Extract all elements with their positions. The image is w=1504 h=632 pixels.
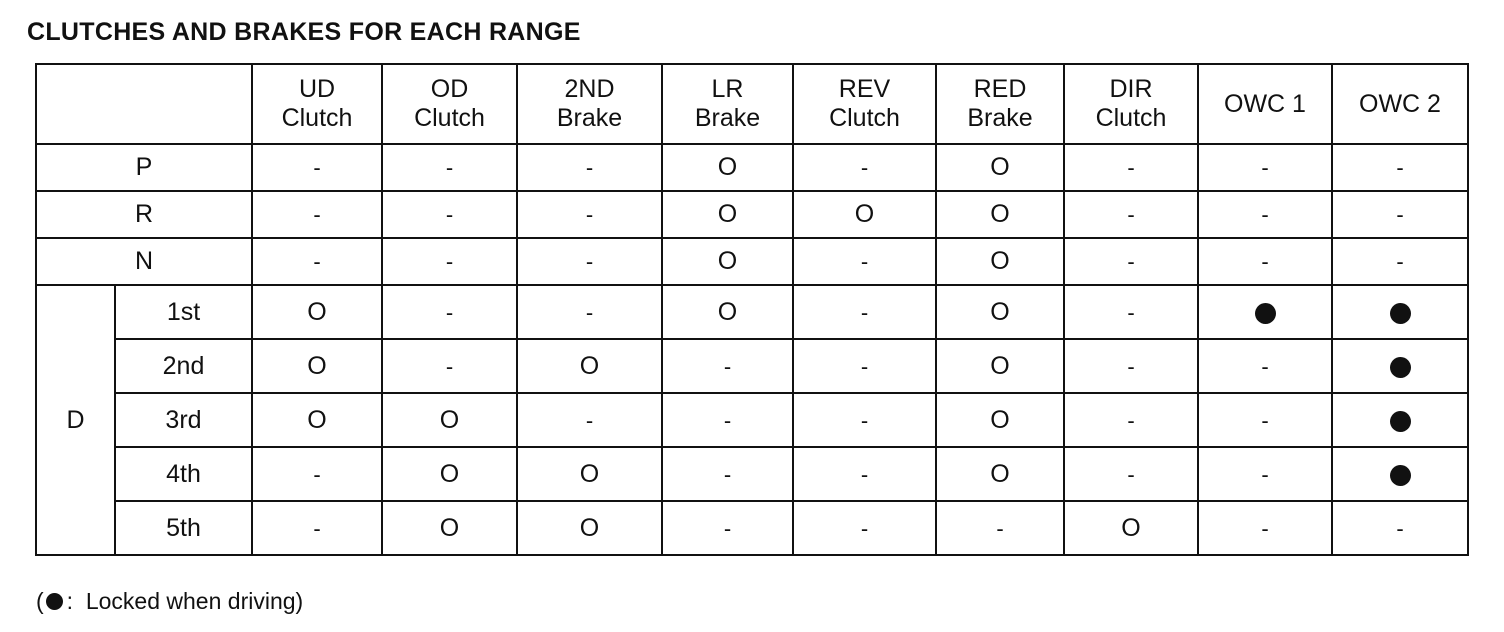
table-cell bbox=[1198, 144, 1332, 191]
not-applied-mark: - bbox=[860, 299, 869, 325]
not-applied-mark: - bbox=[996, 515, 1004, 541]
not-applied-mark: - bbox=[585, 299, 594, 325]
table-cell bbox=[1198, 191, 1332, 238]
not-applied-mark: - bbox=[445, 353, 454, 379]
not-applied-mark: - bbox=[1261, 353, 1269, 379]
not-applied-mark: - bbox=[313, 515, 321, 541]
table-cell bbox=[662, 501, 793, 555]
table-cell bbox=[936, 191, 1064, 238]
table-cell bbox=[662, 393, 793, 447]
table-cell bbox=[662, 285, 793, 339]
table-cell bbox=[936, 238, 1064, 285]
not-applied-mark: - bbox=[585, 407, 594, 433]
table-cell bbox=[793, 191, 936, 238]
table-row bbox=[36, 447, 1468, 501]
locked-dot-icon bbox=[1390, 411, 1411, 432]
legend-text: Locked when driving) bbox=[85, 588, 304, 614]
not-applied-mark: - bbox=[860, 515, 869, 541]
table-cell bbox=[517, 285, 662, 339]
applied-mark: O bbox=[990, 351, 1010, 380]
table-cell bbox=[382, 144, 517, 191]
page-title: CLUTCHES AND BRAKES FOR EACH RANGE bbox=[27, 18, 581, 46]
table-cell bbox=[1332, 238, 1468, 285]
column-header bbox=[1332, 64, 1468, 144]
column-header bbox=[936, 64, 1064, 144]
applied-mark: O bbox=[717, 297, 738, 326]
applied-mark: O bbox=[990, 459, 1010, 488]
applied-mark: O bbox=[579, 459, 600, 488]
table-cell bbox=[793, 501, 936, 555]
column-header-line1: UD bbox=[298, 75, 336, 104]
column-header bbox=[1198, 64, 1332, 144]
gear-label: 1st bbox=[115, 285, 252, 339]
not-applied-mark: - bbox=[1127, 155, 1135, 181]
not-applied-mark: - bbox=[313, 249, 321, 275]
column-header-line2: Brake bbox=[694, 104, 761, 132]
not-applied-mark: - bbox=[1127, 249, 1135, 275]
column-header-line2: Clutch bbox=[414, 104, 485, 132]
table-cell bbox=[382, 339, 517, 393]
not-applied-mark: - bbox=[1261, 249, 1269, 275]
legend-open-paren: ( bbox=[36, 588, 44, 614]
header-row bbox=[36, 64, 1468, 144]
table-cell bbox=[1064, 339, 1198, 393]
applied-mark: O bbox=[307, 405, 327, 434]
applied-mark: O bbox=[439, 459, 460, 488]
table-cell bbox=[252, 501, 382, 555]
table-cell bbox=[1064, 191, 1198, 238]
table-cell bbox=[793, 447, 936, 501]
column-header-line1: LR bbox=[711, 75, 744, 104]
not-applied-mark: - bbox=[445, 202, 454, 228]
table-cell bbox=[1332, 191, 1468, 238]
range-label: R bbox=[36, 191, 252, 238]
table-cell bbox=[1064, 238, 1198, 285]
table-cell bbox=[1198, 285, 1332, 339]
table-cell bbox=[936, 447, 1064, 501]
applied-mark: O bbox=[990, 405, 1010, 434]
applied-mark: O bbox=[854, 200, 875, 229]
locked-dot-icon bbox=[46, 593, 63, 610]
table-cell bbox=[517, 447, 662, 501]
not-applied-mark: - bbox=[1261, 407, 1269, 433]
table-cell bbox=[382, 191, 517, 238]
table-row bbox=[36, 238, 1468, 285]
not-applied-mark: - bbox=[1396, 515, 1404, 541]
table-row bbox=[36, 285, 1468, 339]
gear-label: 5th bbox=[115, 501, 252, 555]
column-header-line2: Clutch bbox=[1095, 104, 1167, 132]
gear-label: 2nd bbox=[115, 339, 252, 393]
table-cell bbox=[1198, 447, 1332, 501]
table-cell bbox=[936, 393, 1064, 447]
table-cell bbox=[1064, 393, 1198, 447]
table-cell bbox=[662, 191, 793, 238]
table-cell bbox=[382, 285, 517, 339]
table-cell bbox=[793, 238, 936, 285]
table-cell bbox=[517, 144, 662, 191]
column-header-line2: Clutch bbox=[829, 104, 900, 132]
not-applied-mark: - bbox=[1396, 202, 1404, 228]
table-row bbox=[36, 339, 1468, 393]
not-applied-mark: - bbox=[445, 155, 454, 181]
table-cell bbox=[793, 393, 936, 447]
gear-label: 3rd bbox=[115, 393, 252, 447]
not-applied-mark: - bbox=[313, 155, 321, 181]
table-cell bbox=[662, 339, 793, 393]
table-cell bbox=[1198, 501, 1332, 555]
applied-mark: O bbox=[717, 247, 738, 276]
applied-mark: O bbox=[990, 247, 1010, 276]
not-applied-mark: - bbox=[723, 353, 732, 379]
locked-dot-icon bbox=[1390, 465, 1411, 486]
table-row bbox=[36, 191, 1468, 238]
table-cell bbox=[382, 447, 517, 501]
not-applied-mark: - bbox=[1261, 461, 1269, 487]
range-label: D bbox=[36, 285, 115, 555]
not-applied-mark: - bbox=[860, 353, 869, 379]
applied-mark: O bbox=[579, 513, 600, 542]
table-cell bbox=[1198, 339, 1332, 393]
table-cell bbox=[252, 238, 382, 285]
table-cell bbox=[936, 339, 1064, 393]
table-cell bbox=[517, 238, 662, 285]
not-applied-mark: - bbox=[1261, 515, 1269, 541]
not-applied-mark: - bbox=[313, 461, 321, 487]
table-cell bbox=[252, 339, 382, 393]
table-cell bbox=[1332, 339, 1468, 393]
table-cell bbox=[793, 339, 936, 393]
table-cell bbox=[1064, 144, 1198, 191]
range-label: N bbox=[36, 238, 252, 285]
not-applied-mark: - bbox=[860, 249, 869, 275]
table-row bbox=[36, 144, 1468, 191]
column-header-line1: OD bbox=[430, 75, 469, 104]
legend bbox=[36, 590, 303, 613]
not-applied-mark: - bbox=[445, 299, 454, 325]
table-cell bbox=[252, 447, 382, 501]
table-cell bbox=[662, 447, 793, 501]
table-row bbox=[36, 501, 1468, 555]
not-applied-mark: - bbox=[723, 461, 732, 487]
clutch-brake-table bbox=[35, 63, 1469, 556]
table-cell bbox=[382, 501, 517, 555]
applied-mark: O bbox=[579, 351, 600, 380]
table-cell bbox=[1064, 285, 1198, 339]
column-header-line2: Brake bbox=[556, 104, 623, 132]
not-applied-mark: - bbox=[860, 461, 869, 487]
column-header bbox=[1064, 64, 1198, 144]
not-applied-mark: - bbox=[723, 515, 732, 541]
column-header-line1: REV bbox=[838, 75, 891, 104]
applied-mark: O bbox=[717, 153, 738, 182]
applied-mark: O bbox=[990, 200, 1010, 229]
table-cell bbox=[662, 144, 793, 191]
table-cell bbox=[382, 238, 517, 285]
table-cell bbox=[1332, 501, 1468, 555]
table-cell bbox=[382, 393, 517, 447]
not-applied-mark: - bbox=[1127, 202, 1135, 228]
column-header-line1: RED bbox=[973, 75, 1027, 104]
column-header-line2: Clutch bbox=[281, 104, 353, 132]
table-cell bbox=[252, 285, 382, 339]
legend-separator: : bbox=[66, 588, 74, 614]
applied-mark: O bbox=[439, 405, 460, 434]
table-cell bbox=[252, 393, 382, 447]
not-applied-mark: - bbox=[1261, 155, 1269, 181]
corner-cell bbox=[36, 64, 252, 144]
column-header bbox=[382, 64, 517, 144]
column-header-line2: Brake bbox=[967, 104, 1033, 132]
table-cell bbox=[936, 144, 1064, 191]
applied-mark: O bbox=[439, 513, 460, 542]
table-cell bbox=[252, 144, 382, 191]
table-cell bbox=[662, 238, 793, 285]
column-header bbox=[252, 64, 382, 144]
not-applied-mark: - bbox=[860, 407, 869, 433]
locked-dot-icon bbox=[1390, 357, 1411, 378]
not-applied-mark: - bbox=[1261, 202, 1269, 228]
table-cell bbox=[517, 501, 662, 555]
not-applied-mark: - bbox=[445, 249, 454, 275]
table-cell bbox=[936, 285, 1064, 339]
not-applied-mark: - bbox=[585, 249, 594, 275]
table-cell bbox=[1332, 144, 1468, 191]
table-cell bbox=[1332, 447, 1468, 501]
table-cell bbox=[793, 285, 936, 339]
applied-mark: O bbox=[717, 200, 738, 229]
not-applied-mark: - bbox=[1127, 299, 1135, 325]
applied-mark: O bbox=[990, 153, 1010, 182]
column-header-line1: OWC 1 bbox=[1224, 89, 1306, 118]
not-applied-mark: - bbox=[1127, 353, 1135, 379]
table-cell bbox=[1064, 447, 1198, 501]
column-header-line1: DIR bbox=[1109, 75, 1153, 104]
column-header bbox=[793, 64, 936, 144]
table-row bbox=[36, 393, 1468, 447]
table-cell bbox=[793, 144, 936, 191]
range-label: P bbox=[36, 144, 252, 191]
column-header-line1: OWC 2 bbox=[1359, 89, 1441, 118]
not-applied-mark: - bbox=[1396, 249, 1404, 275]
not-applied-mark: - bbox=[1127, 407, 1135, 433]
not-applied-mark: - bbox=[313, 202, 321, 228]
table-cell bbox=[1064, 501, 1198, 555]
not-applied-mark: - bbox=[585, 202, 594, 228]
table-cell bbox=[1198, 238, 1332, 285]
locked-dot-icon bbox=[1390, 303, 1411, 324]
not-applied-mark: - bbox=[860, 155, 869, 181]
applied-mark: O bbox=[990, 297, 1010, 326]
table-cell bbox=[1332, 285, 1468, 339]
applied-mark: O bbox=[1121, 513, 1141, 542]
applied-mark: O bbox=[307, 351, 327, 380]
applied-mark: O bbox=[307, 297, 327, 326]
not-applied-mark: - bbox=[1396, 155, 1404, 181]
column-header bbox=[517, 64, 662, 144]
not-applied-mark: - bbox=[585, 155, 594, 181]
gear-label: 4th bbox=[115, 447, 252, 501]
column-header bbox=[662, 64, 793, 144]
table-cell bbox=[1198, 393, 1332, 447]
not-applied-mark: - bbox=[723, 407, 732, 433]
column-header-line1: 2ND bbox=[564, 75, 615, 104]
table-cell bbox=[517, 393, 662, 447]
table-cell bbox=[517, 339, 662, 393]
locked-dot-icon bbox=[1255, 303, 1276, 324]
table-cell bbox=[517, 191, 662, 238]
table-cell bbox=[936, 501, 1064, 555]
table-cell bbox=[1332, 393, 1468, 447]
table-cell bbox=[252, 191, 382, 238]
not-applied-mark: - bbox=[1127, 461, 1135, 487]
